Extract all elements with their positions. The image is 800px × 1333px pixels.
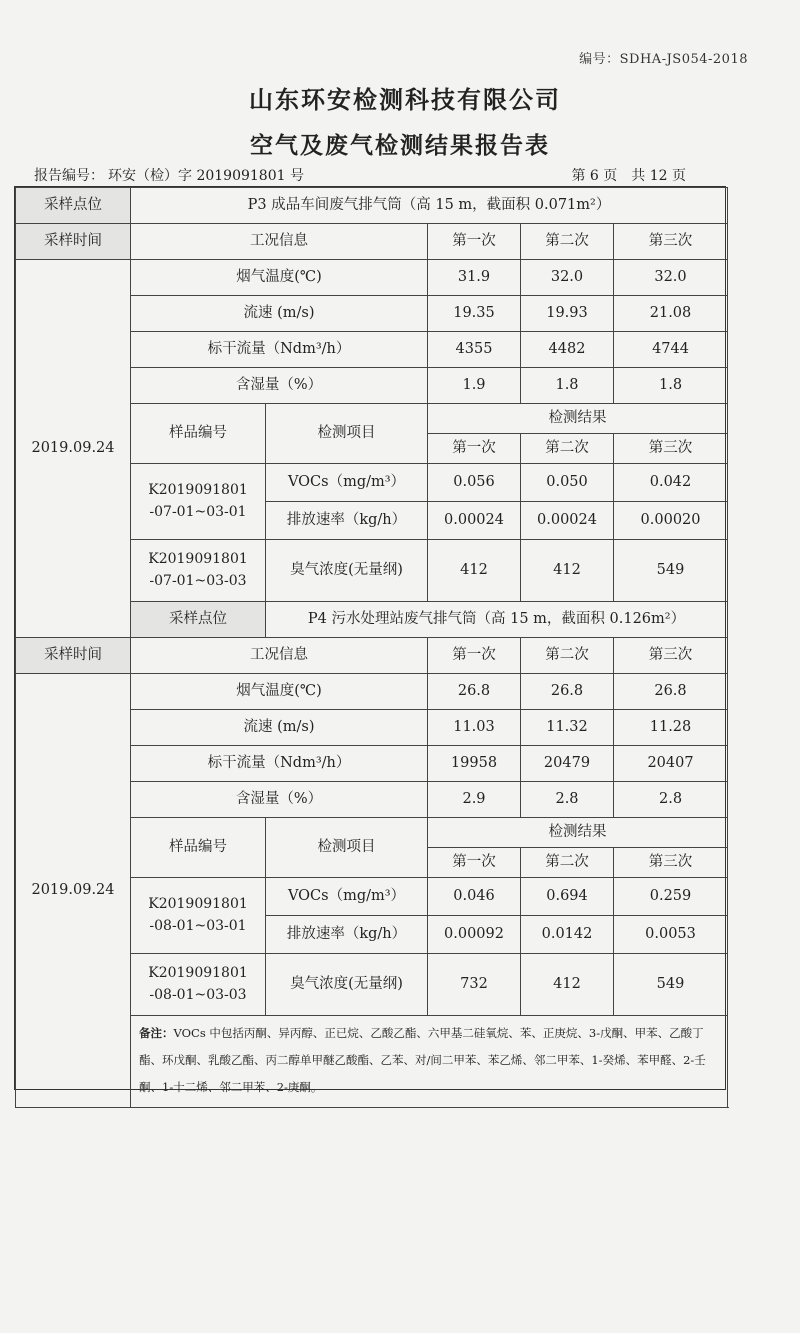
sampling-time-row xyxy=(16,224,728,260)
condition-value: 21.08 xyxy=(614,296,728,332)
test-item-name: 排放速率（kg/h） xyxy=(266,916,428,954)
result-value: 412 xyxy=(521,954,614,1016)
page-total: 共 12 页 xyxy=(631,168,686,184)
condition-value: 11.03 xyxy=(428,710,521,746)
run-3-header: 第三次 xyxy=(614,848,728,878)
sample-id-line1: K2019091801 xyxy=(148,964,248,981)
run-3-header: 第三次 xyxy=(614,224,728,260)
condition-name: 标干流量（Ndm³/h） xyxy=(131,332,428,368)
condition-value: 1.8 xyxy=(614,368,728,404)
sample-id-line1: K2019091801 xyxy=(148,481,248,498)
run-2-header: 第二次 xyxy=(521,848,614,878)
condition-value: 2.8 xyxy=(521,782,614,818)
condition-value: 1.8 xyxy=(521,368,614,404)
condition-value: 32.0 xyxy=(614,260,728,296)
condition-name: 流速 (m/s) xyxy=(131,296,428,332)
report-number-value: 环安（检）字 2019091801 号 xyxy=(108,168,304,184)
test-item-name: 臭气浓度(无量纲) xyxy=(266,954,428,1016)
condition-value: 11.32 xyxy=(521,710,614,746)
test-item-name: 排放速率（kg/h） xyxy=(266,502,428,540)
condition-value: 19958 xyxy=(428,746,521,782)
sampling-date: 2019.09.24 xyxy=(16,674,131,1108)
result-value: 412 xyxy=(521,540,614,602)
sampling-time-row xyxy=(16,638,728,674)
result-value: 549 xyxy=(614,954,728,1016)
sampling-date: 2019.09.24 xyxy=(16,260,131,638)
page-info xyxy=(571,165,686,185)
condition-value: 19.93 xyxy=(521,296,614,332)
condition-value: 4482 xyxy=(521,332,614,368)
sample-id-line2: -07-01~03-01 xyxy=(149,503,247,520)
condition-name: 含湿量（%） xyxy=(131,782,428,818)
result-value: 0.694 xyxy=(521,878,614,916)
result-value: 0.00020 xyxy=(614,502,728,540)
sample-no-header: 样品编号 xyxy=(131,404,266,464)
condition-value: 31.9 xyxy=(428,260,521,296)
conditions-header: 工况信息 xyxy=(131,224,428,260)
result-value: 549 xyxy=(614,540,728,602)
run-2-header: 第二次 xyxy=(521,638,614,674)
test-item-name: 臭气浓度(无量纲) xyxy=(266,540,428,602)
result-value: 0.050 xyxy=(521,464,614,502)
run-1-header: 第一次 xyxy=(428,434,521,464)
results-header: 检测结果 xyxy=(428,404,728,434)
document-code: 编号：SDHA-JS054-2018 xyxy=(579,52,748,67)
condition-name: 烟气温度(℃) xyxy=(131,260,428,296)
sample-id-line2: -08-01~03-01 xyxy=(149,917,247,934)
report-title: 空气及废气检测结果报告表 xyxy=(250,132,550,159)
condition-value: 26.8 xyxy=(428,674,521,710)
condition-value: 26.8 xyxy=(521,674,614,710)
sample-id xyxy=(131,878,266,954)
condition-value: 32.0 xyxy=(521,260,614,296)
sample-id xyxy=(131,954,266,1016)
company-name: 山东环安检测科技有限公司 xyxy=(249,85,561,114)
test-item-header: 检测项目 xyxy=(266,404,428,464)
sample-id-line1: K2019091801 xyxy=(148,895,248,912)
run-1-header: 第一次 xyxy=(428,638,521,674)
condition-value: 1.9 xyxy=(428,368,521,404)
result-value: 0.0142 xyxy=(521,916,614,954)
result-value: 732 xyxy=(428,954,521,1016)
sample-id xyxy=(131,464,266,540)
condition-value: 20407 xyxy=(614,746,728,782)
condition-name: 流速 (m/s) xyxy=(131,710,428,746)
test-item-name: VOCs（mg/m³） xyxy=(266,878,428,916)
test-item-header: 检测项目 xyxy=(266,818,428,878)
note-text: VOCs 中包括丙酮、异丙醇、正已烷、乙酸乙酯、六甲基二硅氧烷、苯、正庚烷、3-戊酮、甲苯、乙酸丁酯、环戊酮、乳酸乙酯、丙二醇单甲醚乙酸酯、乙苯、对/间二甲苯、苯乙烯、邻二甲苯、1-癸烯、苯甲醛、2-壬酮、1-十二烯、邻二甲苯、2-庚酮。 xyxy=(139,1026,706,1094)
note-cell xyxy=(131,1016,728,1108)
run-2-header: 第二次 xyxy=(521,434,614,464)
sample-id xyxy=(131,540,266,602)
result-value: 0.046 xyxy=(428,878,521,916)
page-number: 第 6 页 xyxy=(571,168,618,184)
condition-value: 11.28 xyxy=(614,710,728,746)
result-value: 0.042 xyxy=(614,464,728,502)
results-sheet xyxy=(14,186,726,1094)
sample-no-header: 样品编号 xyxy=(131,818,266,878)
run-3-header: 第三次 xyxy=(614,638,728,674)
run-3-header: 第三次 xyxy=(614,434,728,464)
sample-id-line1: K2019091801 xyxy=(148,550,248,567)
results-header: 检测结果 xyxy=(428,818,728,848)
note-label: 备注： xyxy=(139,1026,174,1040)
sample-id-line2: -07-01~03-03 xyxy=(149,572,247,589)
condition-value: 4744 xyxy=(614,332,728,368)
result-value: 0.00024 xyxy=(428,502,521,540)
condition-name: 烟气温度(℃) xyxy=(131,674,428,710)
report-meta xyxy=(34,165,686,185)
condition-name: 含湿量（%） xyxy=(131,368,428,404)
sampling-point-label: 采样点位 xyxy=(16,188,131,224)
conditions-header: 工况信息 xyxy=(131,638,428,674)
report-number xyxy=(34,165,304,185)
sampling-point-value: P4 污水处理站废气排气筒（高 15 m，截面积 0.126m²） xyxy=(266,602,728,638)
sampling-point-row xyxy=(16,188,728,224)
run-2-header: 第二次 xyxy=(521,224,614,260)
condition-value: 2.9 xyxy=(428,782,521,818)
condition-value: 26.8 xyxy=(614,674,728,710)
condition-value: 20479 xyxy=(521,746,614,782)
result-value: 0.259 xyxy=(614,878,728,916)
results-table xyxy=(15,187,728,1108)
report-number-label: 报告编号： xyxy=(34,168,104,184)
sample-id-line2: -08-01~03-03 xyxy=(149,986,247,1003)
result-value: 0.0053 xyxy=(614,916,728,954)
sampling-point-value: P3 成品车间废气排气筒（高 15 m，截面积 0.071m²） xyxy=(131,188,728,224)
result-value: 0.00024 xyxy=(521,502,614,540)
result-value: 0.00092 xyxy=(428,916,521,954)
condition-name: 标干流量（Ndm³/h） xyxy=(131,746,428,782)
run-1-header: 第一次 xyxy=(428,848,521,878)
sampling-time-label: 采样时间 xyxy=(16,638,131,674)
condition-row xyxy=(16,260,728,296)
result-value: 412 xyxy=(428,540,521,602)
test-item-name: VOCs（mg/m³） xyxy=(266,464,428,502)
condition-value: 4355 xyxy=(428,332,521,368)
result-value: 0.056 xyxy=(428,464,521,502)
sampling-point-label: 采样点位 xyxy=(131,602,266,638)
run-1-header: 第一次 xyxy=(428,224,521,260)
sampling-time-label: 采样时间 xyxy=(16,224,131,260)
condition-value: 2.8 xyxy=(614,782,728,818)
condition-value: 19.35 xyxy=(428,296,521,332)
condition-row xyxy=(16,674,728,710)
